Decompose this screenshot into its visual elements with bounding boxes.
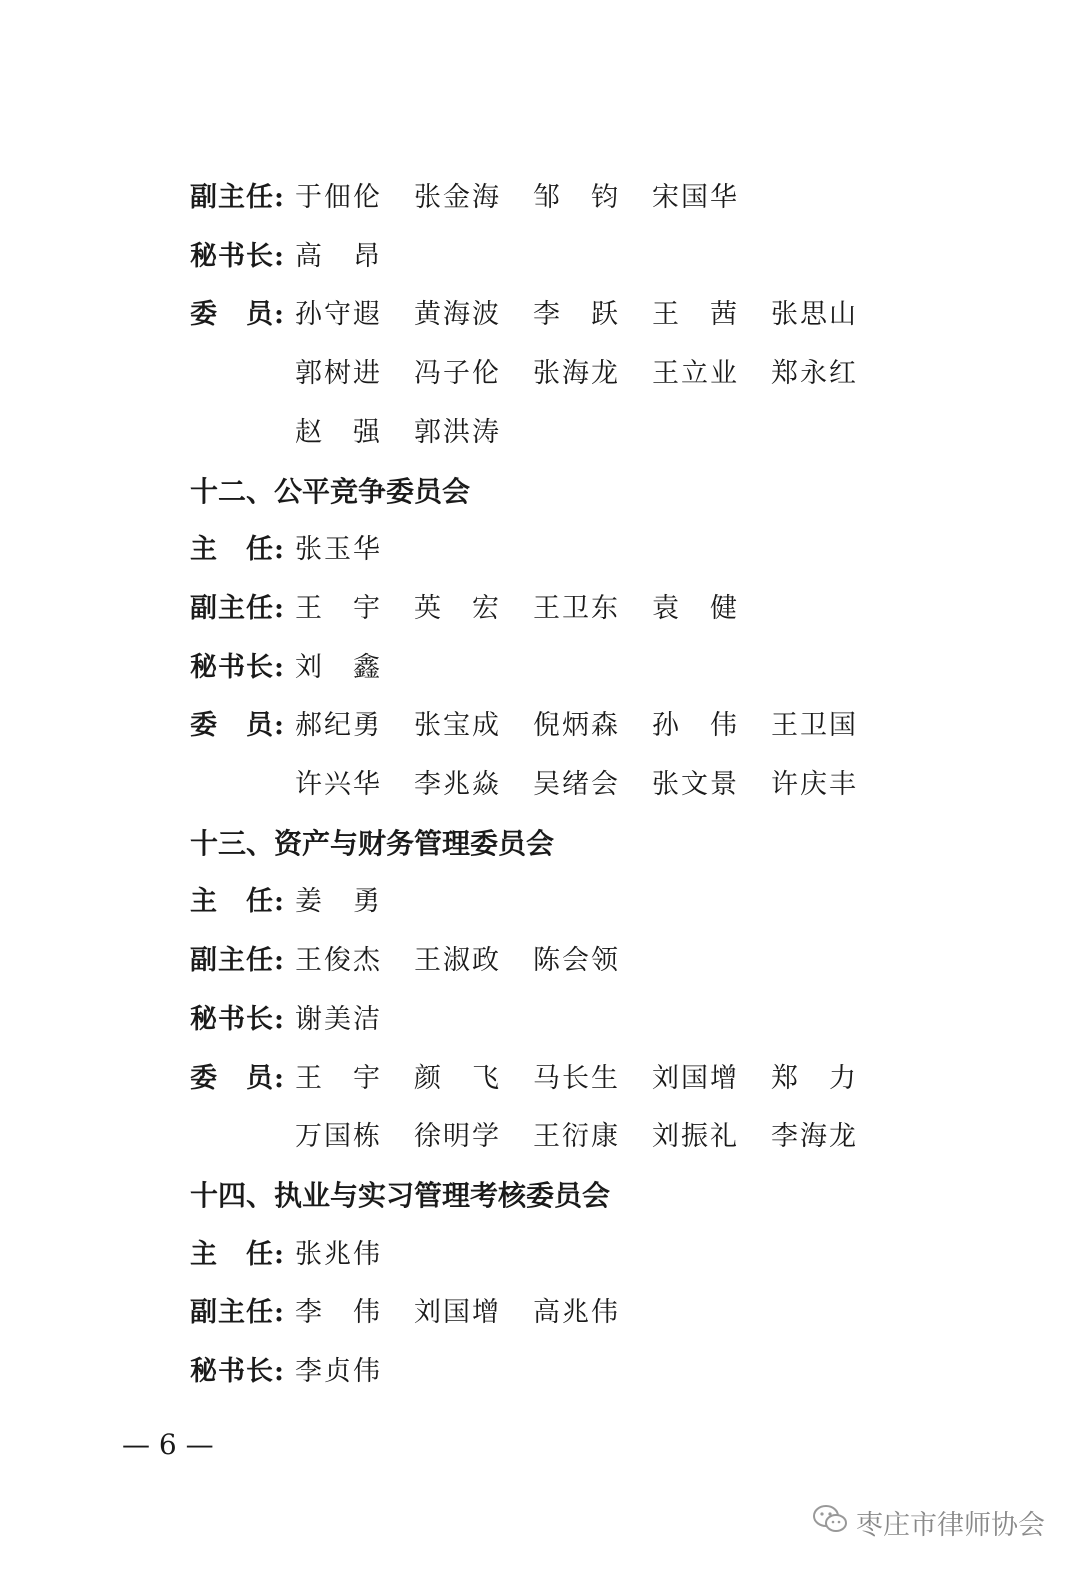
member-name: 李贞伟 (295, 1356, 382, 1387)
member-name: 王卫东 (533, 592, 620, 624)
member-name: 张兆伟 (295, 1238, 382, 1270)
member-name: 倪炳森 (533, 710, 620, 742)
role-label: 秘书长: (190, 1356, 285, 1387)
member-name: 张海龙 (533, 358, 620, 390)
role-label: 副主任: (190, 592, 285, 624)
member-name: 陈会领 (533, 945, 620, 977)
member-name: 张玉华 (295, 534, 382, 566)
role-label: 委 员: (190, 710, 285, 742)
member-name: 李兆焱 (414, 769, 501, 800)
member-name: 刘 鑫 (295, 651, 382, 683)
member-name: 刘国增 (652, 1062, 739, 1094)
role-label: 副主任: (190, 945, 285, 977)
role-label: 秘书长: (190, 651, 285, 683)
member-name: 马长生 (533, 1062, 620, 1094)
member-name: 宋国华 (652, 182, 739, 213)
member-name: 万国栋 (295, 1121, 382, 1153)
section-heading: 十二、公平竞争委员会 (190, 474, 471, 508)
member-name: 李 跃 (533, 299, 620, 331)
member-name: 郭洪涛 (414, 416, 501, 448)
role-label: 秘书长: (190, 1003, 285, 1035)
member-name: 郑永红 (771, 358, 858, 390)
member-name: 许庆丰 (771, 769, 858, 800)
role-label (190, 354, 295, 394)
section-heading: 十三、资产与财务管理委员会 (190, 826, 555, 860)
watermark (812, 1500, 1045, 1544)
member-name: 张金海 (414, 182, 501, 213)
role-label: 委 员: (190, 1062, 285, 1094)
member-name: 李海龙 (771, 1121, 858, 1153)
section-heading: 十四、执业与实习管理考核委员会 (190, 1178, 611, 1212)
member-name: 袁 健 (652, 592, 739, 624)
member-name: 黄海波 (414, 299, 501, 331)
role-label: 副主任: (190, 182, 285, 213)
member-name: 孙 伟 (652, 710, 739, 742)
member-name: 王衍康 (533, 1121, 620, 1153)
member-name: 王卫国 (771, 710, 858, 742)
member-name: 王 宇 (295, 1062, 382, 1094)
role-label: 主 任: (190, 1238, 285, 1270)
member-name: 李 伟 (295, 1297, 382, 1329)
member-name: 王 宇 (295, 592, 382, 624)
role-label: 副主任: (190, 1297, 285, 1329)
role-label (190, 765, 295, 805)
member-name: 王淑政 (414, 945, 501, 977)
member-name: 谢美洁 (295, 1003, 382, 1035)
member-name: 郭树进 (295, 358, 382, 390)
member-name: 邹 钧 (533, 182, 620, 213)
member-name: 郑 力 (771, 1062, 858, 1094)
page-number: — 6 — (122, 1428, 214, 1461)
member-name: 颜 飞 (414, 1062, 501, 1094)
member-name: 于佃伦 (295, 182, 382, 213)
member-name: 刘国增 (414, 1297, 501, 1329)
role-label: 委 员: (190, 299, 285, 331)
member-name: 刘振礼 (652, 1121, 739, 1153)
role-label: 主 任: (190, 534, 285, 566)
member-name: 郝纪勇 (295, 710, 382, 742)
member-name: 英 宏 (414, 592, 501, 624)
member-name: 吴绪会 (533, 769, 620, 800)
member-name: 张宝成 (414, 710, 501, 742)
member-name: 许兴华 (295, 769, 382, 800)
member-name: 高 昂 (295, 240, 382, 272)
member-name: 高兆伟 (533, 1297, 620, 1329)
role-label: 主 任: (190, 886, 285, 918)
role-label: 秘书长: (190, 240, 285, 272)
member-name: 孙守遐 (295, 299, 382, 331)
watermark-text: 枣庄市律师协会 (856, 1509, 1045, 1541)
member-name: 赵 强 (295, 416, 382, 448)
role-label (190, 1117, 295, 1157)
member-name: 姜 勇 (295, 886, 382, 918)
member-name: 张文景 (652, 769, 739, 800)
role-label (190, 413, 295, 453)
wechat-icon (812, 1504, 856, 1541)
member-name: 王立业 (652, 358, 739, 390)
member-name: 张思山 (771, 299, 858, 331)
member-name: 王 茜 (652, 299, 739, 331)
member-name: 徐明学 (414, 1121, 501, 1153)
member-name: 冯子伦 (414, 358, 501, 390)
member-name: 王俊杰 (295, 945, 382, 977)
